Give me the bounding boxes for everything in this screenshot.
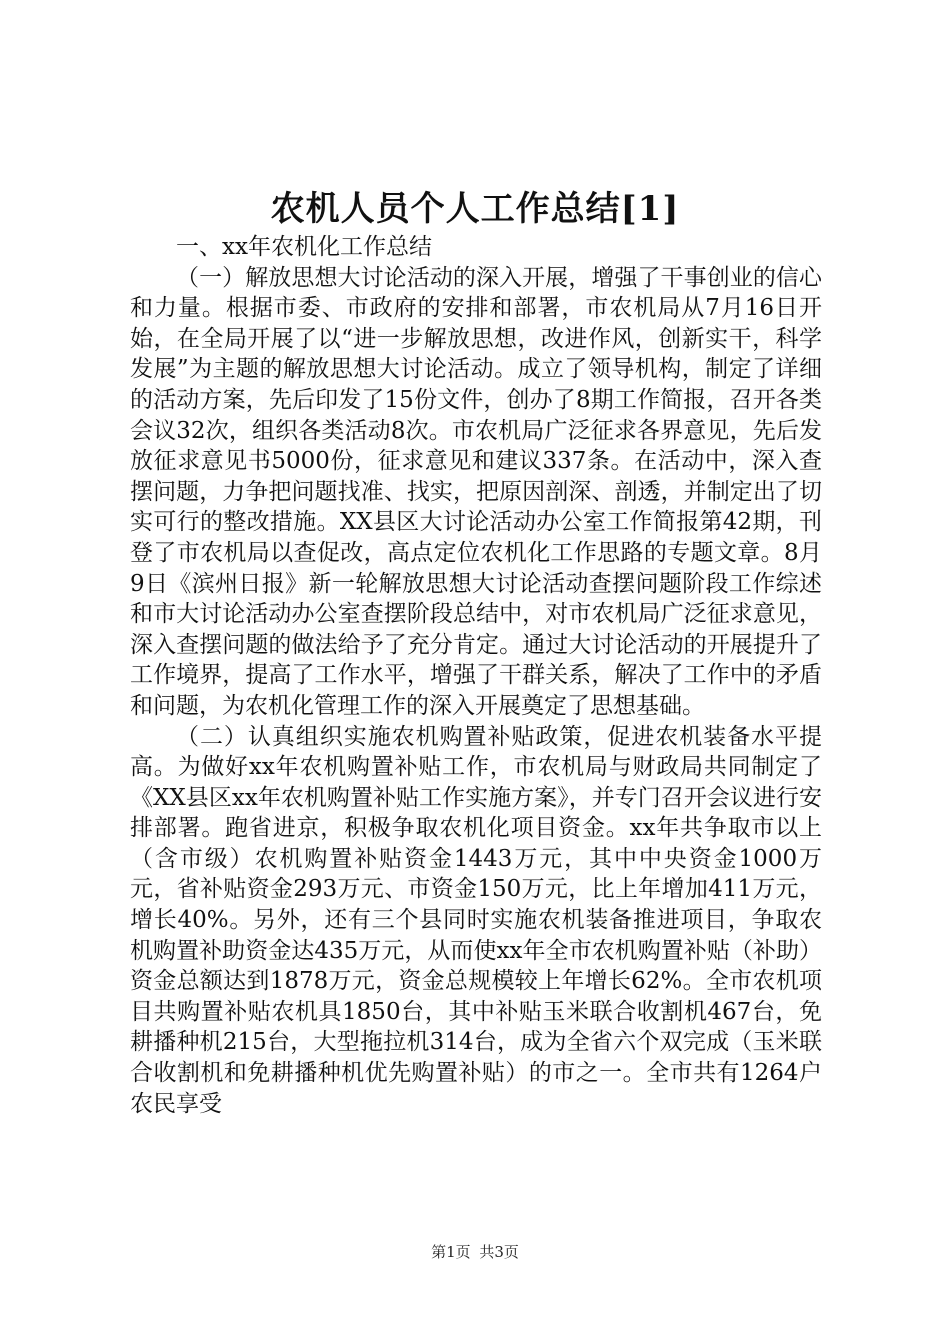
page-total: 共3页: [479, 1243, 519, 1261]
page-footer: [0, 1242, 950, 1262]
document-body: [130, 232, 822, 1119]
section-heading: 一、xx年农机化工作总结: [176, 234, 432, 260]
paragraph-2: （二）认真组织实施农机购置补贴政策，促进农机装备水平提高。为做好xx年农机购置补贴工作，市农机局与财政局共同制定了《XX县区xx年农机购置补贴工作实施方案》，并专门召开会议进行安排部署。跑省进京，积极争取农机化项目资金。xx年共争取市以上（含市级）农机购置补贴资金1443万元，其中中央资金1000万元，省补贴资金293万元、市资金150万元，比上年增加411万元，增长40%。另外，还有三个县同时实施农机装备推进项目，争取农机购置补助资金达435万元，从而使xx年全市农机购置补贴（补助）资金总额达到1878万元，资金总规模较上年增长62%。全市农机项目共购置补贴农机具1850台，其中补贴玉米联合收割机467台，免耕播种机215台，大型拖拉机314台，成为全省六个双完成（玉米联合收割机和免耕播种机优先购置补贴）的市之一。全市共有1264户农民享受: [130, 723, 822, 1117]
document-title: 农机人员个人工作总结[1]: [270, 189, 680, 229]
paragraph-1: （一）解放思想大讨论活动的深入开展，增强了干事创业的信心和力量。根据市委、市政府的安排和部署，市农机局从7月16日开始，在全局开展了以“进一步解放思想，改进作风，创新实干，科学发展”为主题的解放思想大讨论活动。成立了领导机构，制定了详细的活动方案，先后印发了15份文件，创办了8期工作简报，召开各类会议32次，组织各类活动8次。市农机局广泛征求各界意见，先后发放征求意见书5000份，征求意见和建议337条。在活动中，深入查摆问题，力争把问题找准、找实，把原因剖深、剖透，并制定出了切实可行的整改措施。XX县区大讨论活动办公室工作简报第42期，刊登了市农机局以查促改，高点定位农机化工作思路的专题文章。8月9日《滨州日报》新一轮解放思想大讨论活动查摆问题阶段工作综述和市大讨论活动办公室查摆阶段总结中，对市农机局广泛征求意见，深入查摆问题的做法给予了充分肯定。通过大讨论活动的开展提升了工作境界，提高了工作水平，增强了干群关系，解决了工作中的矛盾和问题，为农机化管理工作的深入开展奠定了思想基础。: [130, 264, 822, 719]
page-number: 第1页: [431, 1243, 471, 1261]
